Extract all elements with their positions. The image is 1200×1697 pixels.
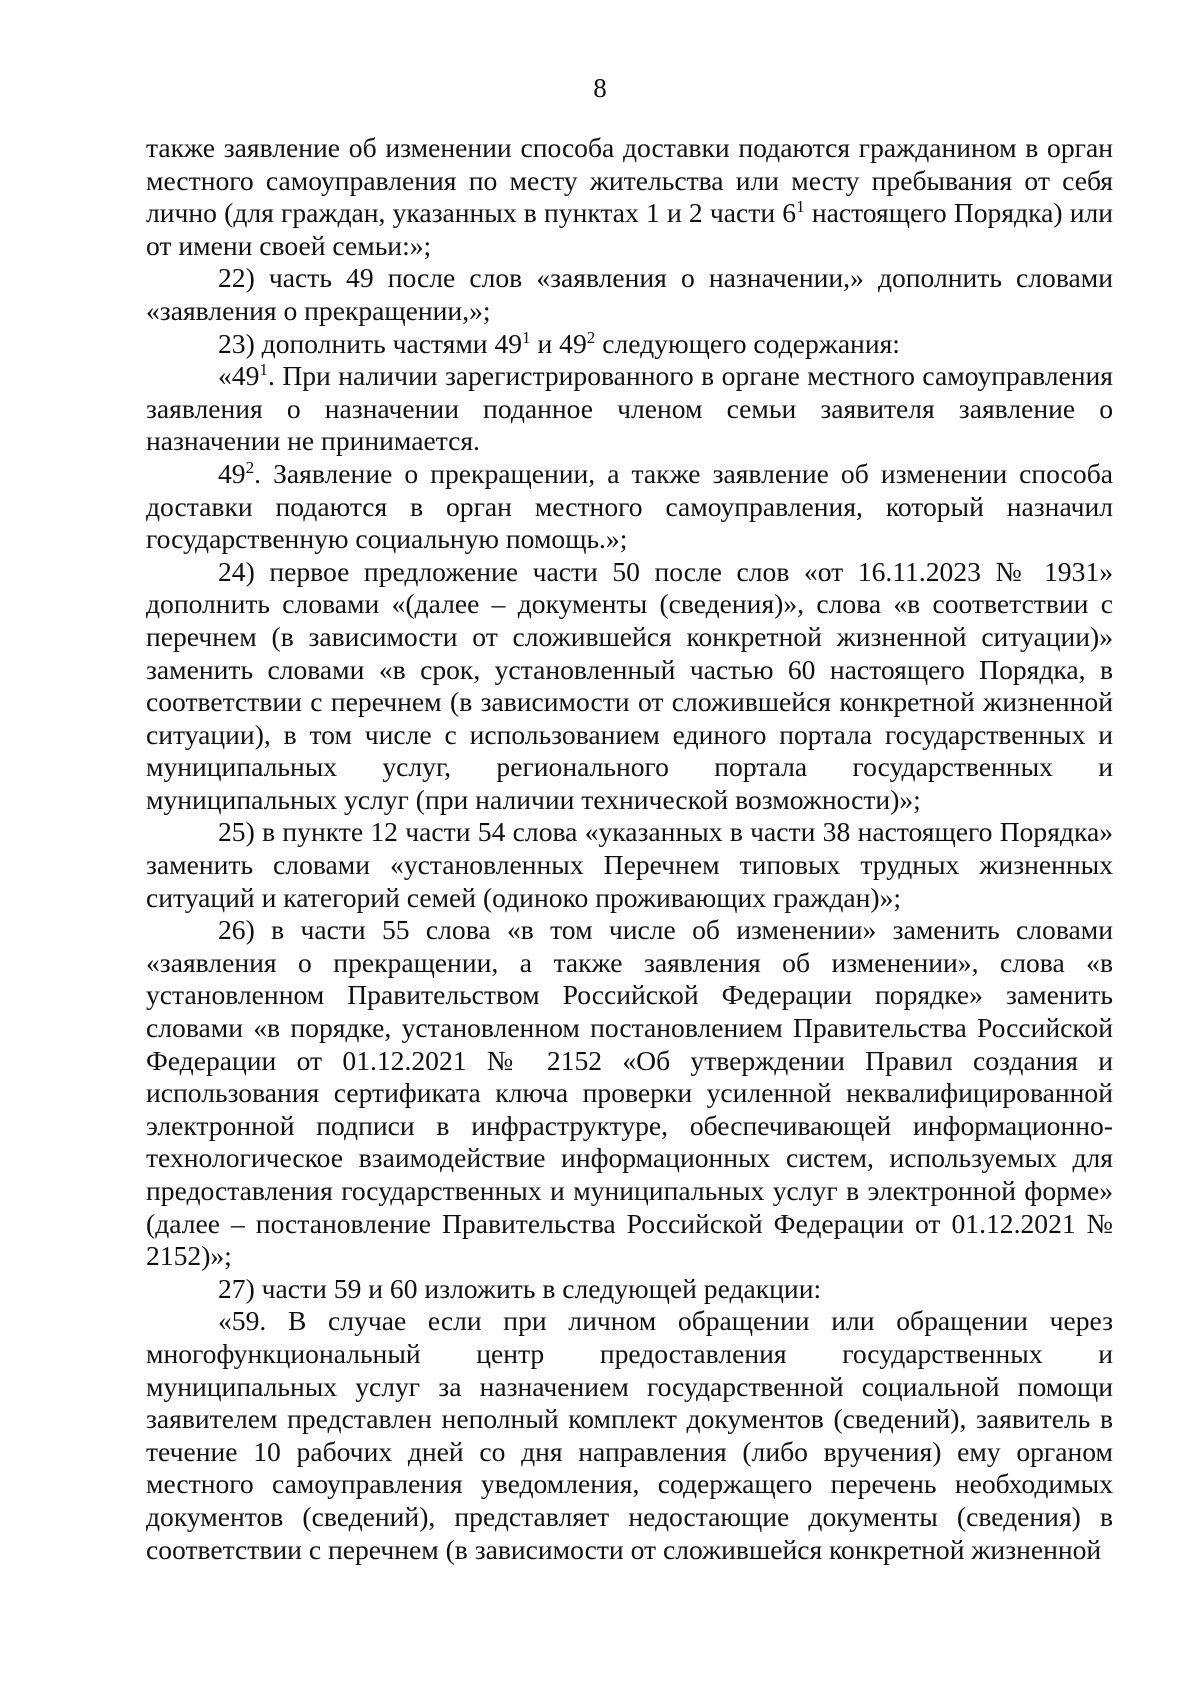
paragraph-part-59: «59. В случае если при личном обращении или обращении через многофункциональный центр предоставления государственных и муниципальных услуг за назначением государственной социальной помощи заявителем представлен неполный комплект документов (сведений), заявитель в течение 10 рабочих дней со дня направления (либо вручения) ему органом местного самоуправления уведомления, содержащего перечень необходимых документов (сведений), представляет недостающие документы (сведения) в соответствии с перечнем (в зависимости от сложившейся конкретной жизненной — [146, 1305, 1113, 1565]
paragraph-part-49-2: $49^2$. Заявление о прекращении, а также заявление об изменении способа доставки подаются в орган местного самоуправления, который назначил государственную социальную помощь.»; — [146, 457, 1113, 555]
document-body — [146, 132, 1113, 1566]
paragraph-part-49-1: «$49^1$. При наличии зарегистрированного в органе местного самоуправления заявления о назначении поданное членом семьи заявителя заявление о назначении не принимается. — [146, 359, 1113, 457]
paragraph-item-24: 24) первое предложение части 50 после слов «от 16.11.2023 № 1931» дополнить словами «(далее – документы (сведения)», слова «в соответствии с перечнем (в зависимости от сложившейся конкретной жизненной ситуации)» заменить словами «в срок, установленный частью 60 настоящего Порядка, в соответствии с перечнем (в зависимости от сложившейся конкретной жизненной ситуации), в том числе с использованием единого портала государственных и муниципальных услуг, регионального портала государственных и муниципальных услуг (при наличии технической возможности)»; — [146, 555, 1113, 815]
paragraph-item-27: 27) части 59 и 60 изложить в следующей редакции: — [218, 1272, 822, 1304]
superscript-index: 1 — [259, 359, 268, 379]
paragraph-continuation: также заявление об изменении способа доставки подаются гражданином в орган местного самоуправления по месту жительства или месту пребывания от себя лично (для граждан, указанных в пунктах 1 и 2 части $6^1$ настоящего Порядка) или от имени своей семьи:»; — [146, 132, 1113, 261]
paragraph-item-23: 23) дополнить частями $49^1$ и $49^2$ следующего содержания: — [218, 327, 900, 359]
superscript-index: 1 — [796, 197, 805, 216]
paragraph-item-25: 25) в пункте 12 части 54 слова «указанных в части 38 настоящего Порядка» заменить словами «установленных Перечнем типовых трудных жизненных ситуаций и категорий семей (одиноко проживающих граждан)»; — [146, 816, 1113, 913]
superscript-index: 2 — [586, 327, 596, 347]
superscript-index: 2 — [245, 457, 255, 477]
paragraph-item-26: 26) в части 55 слова «в том числе об изменении» заменить словами «заявления о прекращении, а также заявления об изменении», слова «в установленном Правительством Российской Федерации порядке» заменить словами «в порядке, установленном постановлением Правительства Российской Федерации от 01.12.2021 № 2152 «Об утверждении Правил создания и использования сертификата ключа проверки усиленной неквалифицированной электронной подписи в инфраструктуре, обеспечивающей информационно-технологическое взаимодействие информационных систем, используемых для предоставления государственных и муниципальных услуг в электронной форме» (далее – постановление Правительства Российской Федерации от 01.12.2021 № 2152)»; — [146, 914, 1113, 1272]
paragraph-item-22: 22) часть 49 после слов «заявления о назначении,» дополнить словами «заявления о прекращении,»; — [146, 262, 1113, 326]
page-number: 8 — [593, 73, 607, 103]
superscript-index: 1 — [522, 327, 531, 347]
